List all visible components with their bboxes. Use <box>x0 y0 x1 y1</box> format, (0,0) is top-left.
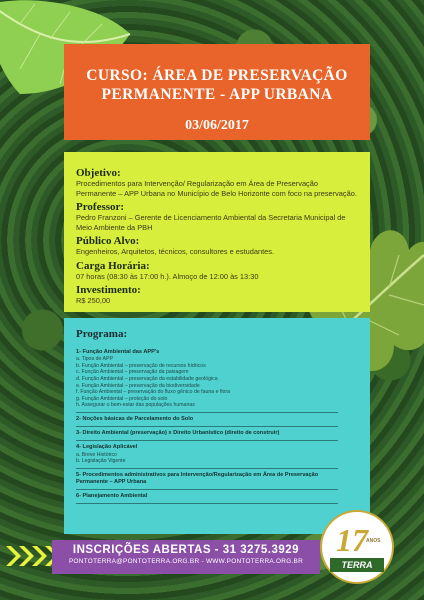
programa-heading: Programa: <box>76 328 128 340</box>
carga-heading: Carga Horária: <box>76 259 150 272</box>
programa-panel <box>64 318 370 534</box>
objetivo-heading: Objetivo: <box>76 167 121 179</box>
carga-text: 07 horas (08:30 às 17:00 h.). Almoço de 12:00 às 13:30 <box>76 271 259 281</box>
professor-text: Pedro Franzoni – Gerente de Licenciamento Ambiental da Secretaria Municipal de Meio Ambiente da PBH <box>76 213 346 232</box>
programa-subitem: a. Tipos de APP <box>76 356 113 363</box>
programa-item <box>76 427 338 441</box>
course-info-panel <box>64 152 370 312</box>
publico-text: Engenheiros, Arquitetos, técnicos, consultores e estudantes. <box>76 247 275 256</box>
programa-item-title: 5- Procedimentos administrativos para Intervenção/Regularização em Área de Preservação Permanente – APP Urbana <box>76 471 319 485</box>
programa-item <box>76 346 338 413</box>
programa-subitem: g. Função Ambiental – proteção do solo <box>76 395 168 402</box>
programa-subitem: h. Assegurar o bem-estar das populações humanas <box>76 402 195 409</box>
programa-item <box>76 469 338 490</box>
programa-item <box>76 441 338 468</box>
course-date: 03/06/2017 <box>185 118 249 133</box>
programa-subitem: b. Função Ambiental – preservação de recursos hídricos <box>76 362 206 369</box>
registration-phone: INSCRIÇÕES ABERTAS - 31 3275.3929 <box>72 544 300 556</box>
professor-heading: Professor: <box>76 201 125 213</box>
publico-heading: Público Alvo: <box>76 235 140 247</box>
programa-item <box>76 413 338 427</box>
course-title-banner <box>64 44 370 140</box>
programa-item-title: 3- Direito Ambiental (preservação) x Direito Urbanístico (direito de construir) <box>76 430 280 437</box>
ponto-terra-17-anos-logo <box>322 512 392 582</box>
investimento-heading: Investimento: <box>76 284 141 296</box>
objetivo-text: Procedimentos para Intervenção/ Regularização em Área de Preservação Permanente – APP Urbana no Município de Belo Horizonte com foco na preservação. <box>76 179 357 198</box>
registration-contacts[interactable]: PONTOTERRA@PONTOTERRA.ORG.BR - WWW.PONTOTERRA.ORG.BR <box>68 558 304 565</box>
investimento-text: R$ 250,00 <box>76 296 111 305</box>
registration-footer <box>52 540 320 574</box>
logo-anos: ANOS <box>366 538 381 544</box>
programa-subitem: d. Função Ambiental – preservação da estabilidade geológica <box>76 375 218 382</box>
programa-subitem: a. Breve Histórico <box>76 451 117 458</box>
programa-item-title: 1- Função Ambiental das APP's <box>76 349 160 355</box>
programa-subitem: e. Função Ambiental – preservação da biodiversidade <box>76 382 200 389</box>
programa-item-title: 6- Planejamento Ambiental <box>76 493 148 500</box>
programa-list <box>76 346 358 504</box>
programa-item <box>76 490 338 504</box>
course-title-line1: CURSO: ÁREA DE PRESERVAÇÃO <box>86 67 348 84</box>
programa-subitem: b. Legislação Vigente <box>76 458 126 465</box>
logo-terra: TERRA <box>330 558 384 572</box>
logo-number: 17 <box>336 522 368 558</box>
programa-subitem: c. Função Ambiental – preservação da paisagem <box>76 369 189 376</box>
programa-item-title: 4- Legislação Aplicável <box>76 444 138 451</box>
programa-subitem: f. Função Ambiental – preservação do fluxo gênico de fauna e flora <box>76 389 230 396</box>
programa-item-title: 2- Noções básicas de Parcelamento do Solo <box>76 415 194 422</box>
course-title-line2: PERMANENTE - APP URBANA <box>101 86 333 103</box>
